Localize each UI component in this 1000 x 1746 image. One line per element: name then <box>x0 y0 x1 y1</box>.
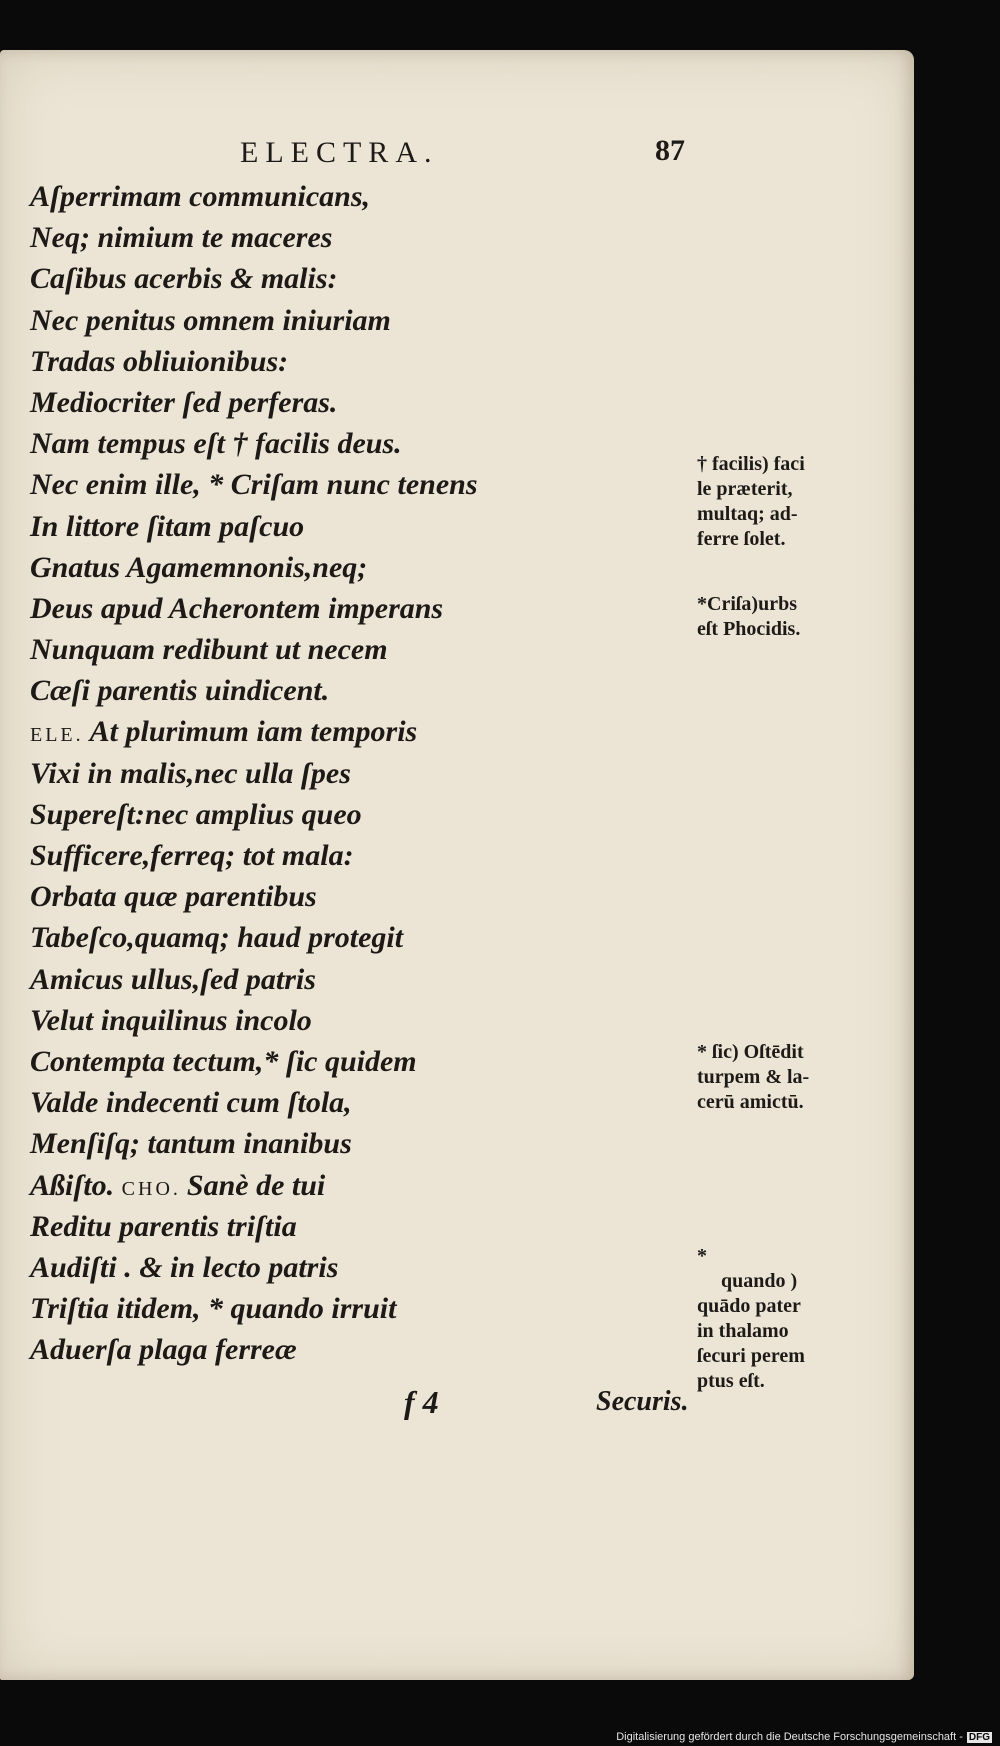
speaker-label: CHO. <box>121 1177 181 1200</box>
marginal-note-sic: * ſic) Oſtēdit turpem & la- cerū amictū. <box>697 1041 810 1113</box>
page-number: 87 <box>655 134 685 167</box>
verse-line: Velut inquilinus incolo <box>30 1003 312 1037</box>
verse-line: Cæſi parentis uindicent. <box>30 674 330 708</box>
marginal-note-quando: * quando ) quādo pater in thalamo ſecuri perem ptus eſt. <box>697 1245 805 1392</box>
verse-line: Nec penitus omnem iniuriam <box>30 303 391 337</box>
catchword: Securis. <box>596 1386 689 1417</box>
verse-line: Tabeſco,quamq; haud protegit <box>30 921 404 955</box>
verse-line: ELE. At plurimum iam temporis <box>30 715 418 749</box>
marginal-note-facilis: † facilis) faci le præterit, multaq; ad- ferre ſolet. <box>697 453 805 550</box>
verse-line: Nam tempus eſt † facilis deus. <box>30 427 402 461</box>
verse-line: Menſiſq; tantum inanibus <box>30 1127 352 1161</box>
verse-line: Audiſti . & in lecto patris <box>30 1250 339 1284</box>
verse-line: Valde indecenti cum ſtola, <box>30 1086 352 1120</box>
speaker-label: ELE. <box>30 724 84 747</box>
marginal-note-crisa: *Criſa)urbs eſt Phocidis. <box>697 593 801 640</box>
verse-line: Deus apud Acherontem imperans <box>30 591 444 625</box>
running-header: ELECTRA. <box>240 136 439 169</box>
verse-line: Supereſt:nec amplius queo <box>30 797 362 831</box>
verse-line: Reditu parentis triſtia <box>30 1209 297 1243</box>
verse-line: Mediocriter ſed perferas. <box>30 385 338 419</box>
verse-line: Gnatus Agamemnonis,neq; <box>30 550 368 584</box>
verse-line: Contempta tectum,* ſic quidem <box>30 1044 417 1078</box>
digitization-credit: Digitalisierung gefördert durch die Deutsche Forschungsgemeinschaft - DFG <box>616 1731 990 1743</box>
verse-line: Vixi in malis,nec ulla ſpes <box>30 756 351 790</box>
verse-line: Sufficere,ferreq; tot mala: <box>30 839 354 872</box>
verse-line: Nunquam redibunt ut necem <box>30 633 388 667</box>
verse-line: Aſperrimam communicans, <box>30 180 371 213</box>
verse-line: Caſibus acerbis & malis: <box>30 262 338 296</box>
verse-line: Amicus ullus,ſed patris <box>30 962 316 996</box>
verse-lines <box>30 176 478 1370</box>
verse-line: Tradas obliuionibus: <box>30 344 289 378</box>
verse-line: Triſtia itidem, * quando irruit <box>30 1292 397 1326</box>
verse-line: Neq; nimium te maceres <box>30 221 333 255</box>
verse-line: Nec enim ille, * Criſam nunc tenens <box>30 468 478 502</box>
signature-mark: f 4 <box>404 1384 439 1420</box>
verse-line: In littore ſitam paſcuo <box>30 509 305 543</box>
verse-line: Aduerſa plaga ferreæ <box>30 1333 297 1367</box>
dfg-logo-icon: DFG <box>968 1732 990 1743</box>
verse-line: Orbata quæ parentibus <box>30 880 317 914</box>
verse-line: Aßiſto. CHO. Sanè de tui <box>30 1168 326 1202</box>
